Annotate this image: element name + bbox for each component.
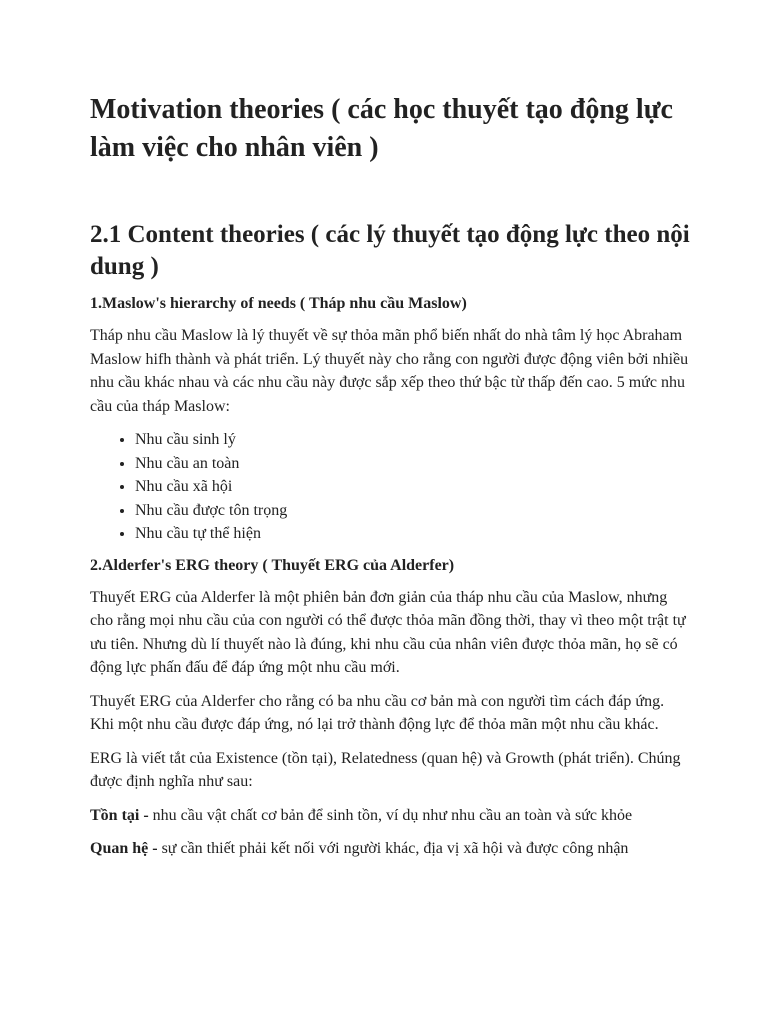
existence-text: nhu cầu vật chất cơ bản để sinh tồn, ví dụ như nhu cầu an toàn và sức khỏe xyxy=(148,806,633,824)
list-item: • Nhu cầu tự thể hiện xyxy=(135,522,690,546)
maslow-needs-list xyxy=(90,428,690,546)
erg-paragraph-3: ERG là viết tắt của Existence (tồn tại), Relatedness (quan hệ) và Growth (phát triển). Chúng được định nghĩa như sau: xyxy=(90,749,681,790)
list-item: • Nhu cầu xã hội xyxy=(135,475,690,499)
erg-paragraph-1: Thuyết ERG của Alderfer là một phiên bản đơn giản của tháp nhu cầu của Maslow, nhưng cho rằng mọi nhu cầu của con người có thể được thỏa mãn đồng thời, thay vì theo một trật tự ưu tiên. Nhưng dù lí thuyết nào là đúng, khi nhu cầu của nhân viên được thỏa mãn, họ sẽ có động lực phấn đấu để đáp ứng một nhu cầu mới. xyxy=(90,588,686,676)
relatedness-term: Quan hệ - xyxy=(90,840,158,857)
existence-definition xyxy=(90,804,690,828)
relatedness-text: sự cần thiết phải kết nối với người khác, địa vị xã hội và được công nhận xyxy=(157,840,629,857)
document-body xyxy=(90,292,690,871)
list-item: • Nhu cầu an toàn xyxy=(135,452,690,476)
existence-term: Tồn tại - xyxy=(90,806,149,824)
maslow-heading: 1.Maslow's hierarchy of needs ( Tháp nhu cầu Maslow) xyxy=(90,295,467,312)
maslow-paragraph: Tháp nhu cầu Maslow là lý thuyết về sự thỏa mãn phổ biến nhất do nhà tâm lý học Abraham Maslow hifh thành và phát triển. Lý thuyết này cho rằng con người được động viên bởi nhiều nhu cầu khác nhau và các nhu cầu này được sắp xếp theo thứ bậc từ thấp đến cao. 5 mức nhu cầu của tháp Maslow: xyxy=(90,327,689,415)
relatedness-definition xyxy=(90,837,690,861)
page-title: Motivation theories ( các học thuyết tạo động lực làm việc cho nhân viên ) xyxy=(90,94,673,163)
section-heading: 2.1 Content theories ( các lý thuyết tạo động lực theo nội dung ) xyxy=(90,221,690,280)
erg-paragraph-2: Thuyết ERG của Alderfer cho rằng có ba nhu cầu cơ bản mà con người tìm cách đáp ứng. Khi một nhu cầu được đáp ứng, nó lại trở thành động lực để thỏa mãn một nhu cầu khác. xyxy=(90,692,665,733)
erg-heading: 2.Alderfer's ERG theory ( Thuyết ERG của Alderfer) xyxy=(90,556,455,574)
list-item: • Nhu cầu sinh lý xyxy=(135,428,690,452)
list-item: • Nhu cầu được tôn trọng xyxy=(135,499,690,523)
